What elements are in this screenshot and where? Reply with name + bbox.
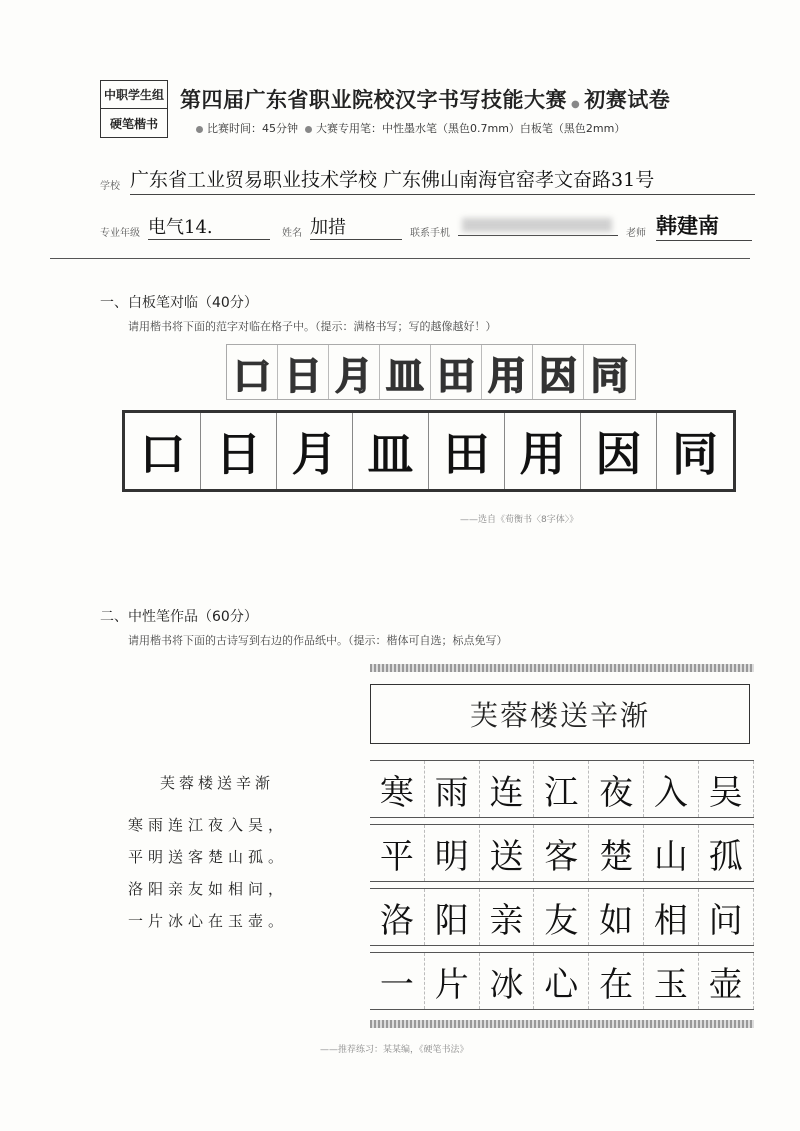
paper-cell[interactable]: 壶: [699, 953, 754, 1009]
paper-cell[interactable]: 孤: [699, 825, 754, 881]
teacher-label: 老师: [626, 228, 646, 239]
paper-cell[interactable]: 吴: [699, 761, 754, 817]
paper-cell[interactable]: 如: [589, 889, 644, 945]
model-char: 日: [278, 345, 329, 399]
grade-field[interactable]: 电气14.: [148, 213, 270, 240]
grid-cell[interactable]: 日: [201, 413, 277, 489]
grid-cell[interactable]: 因: [581, 413, 657, 489]
grid-cell[interactable]: 同: [672, 427, 718, 481]
model-char: 皿: [380, 345, 431, 399]
poem-line: 洛阳亲友如相问，: [128, 880, 289, 898]
paper-row: [370, 824, 754, 882]
section2-footnote: ——推荐练习：某某编，《硬笔书法》: [320, 1045, 469, 1055]
paper-cell[interactable]: 洛: [370, 889, 425, 945]
badge-category: 硬笔楷书: [109, 116, 158, 131]
section1-instruction: 请用楷书将下面的范字对临在格子中。（提示：满格书写；写的越像越好！）: [128, 320, 497, 333]
group-badge: [100, 80, 168, 138]
time-info: 比赛时间：45分钟: [207, 122, 298, 135]
paper-title[interactable]: 芙蓉楼送辛渐: [370, 684, 750, 744]
paper-cell[interactable]: 冰: [480, 953, 535, 1009]
exam-info: [196, 120, 625, 136]
poem-line: 一片冰心在玉壶。: [128, 912, 289, 930]
paper-cell[interactable]: 寒: [370, 761, 425, 817]
model-char-row: [226, 344, 636, 400]
phone-field[interactable]: [458, 214, 618, 236]
grade-label: 专业年级: [100, 228, 140, 239]
model-char: 同: [590, 353, 629, 398]
model-char: 口: [227, 345, 278, 399]
model-char: 因: [533, 345, 584, 399]
section2-heading: 二、中性笔作品（60分）: [100, 609, 258, 625]
poem-line: 寒雨连江夜入吴，: [128, 816, 289, 834]
phone-redacted: [462, 218, 612, 232]
paper-cell[interactable]: 在: [589, 953, 644, 1009]
name-field[interactable]: 加措: [310, 213, 402, 240]
paper-cell[interactable]: 片: [425, 953, 480, 1009]
paper-cell[interactable]: 夜: [589, 761, 644, 817]
model-char: 用: [482, 345, 533, 399]
paper-cell[interactable]: 亲: [480, 889, 535, 945]
grid-cell[interactable]: 口: [125, 413, 201, 489]
paper-row: [370, 760, 754, 818]
grid-cell[interactable]: 用: [505, 413, 581, 489]
paper-cell[interactable]: 山: [644, 825, 699, 881]
paper-border-bottom: [370, 1020, 754, 1028]
paper-cell[interactable]: 平: [370, 825, 425, 881]
paper-cell[interactable]: 入: [644, 761, 699, 817]
grid-cell[interactable]: 月: [277, 413, 353, 489]
section2-instruction: 请用楷书将下面的古诗写到右边的作品纸中。（提示：楷体可自选；标点免写）: [128, 634, 508, 647]
paper-border-top: [370, 664, 754, 672]
pen-info: 大赛专用笔：中性墨水笔（黑色0.7mm）白板笔（黑色2mm）: [316, 122, 626, 135]
paper-cell[interactable]: 雨: [425, 761, 480, 817]
phone-label: 联系手机: [410, 228, 450, 239]
paper-cell[interactable]: 心: [534, 953, 589, 1009]
paper-cell[interactable]: 玉: [644, 953, 699, 1009]
paper-cell[interactable]: 江: [534, 761, 589, 817]
grid-cell[interactable]: 田: [429, 413, 505, 489]
paper-cell[interactable]: 友: [534, 889, 589, 945]
grid-cell[interactable]: 皿: [353, 413, 429, 489]
teacher-field[interactable]: 韩建南: [656, 210, 752, 241]
paper-cell[interactable]: 楚: [589, 825, 644, 881]
paper-cell[interactable]: 客: [534, 825, 589, 881]
model-char: 田: [431, 345, 482, 399]
paper-cell[interactable]: 一: [370, 953, 425, 1009]
writing-grid-row: [122, 410, 736, 492]
paper-cell[interactable]: 连: [480, 761, 535, 817]
badge-group: 中职学生组: [101, 81, 167, 109]
school-field[interactable]: 广东省工业贸易职业技术学校 广东佛山南海官窑孝文奋路31号: [130, 165, 755, 195]
section1-heading: 一、白板笔对临（40分）: [100, 295, 258, 311]
poem-title: 芙蓉楼送辛渐: [160, 774, 275, 792]
paper-cell[interactable]: 明: [425, 825, 480, 881]
paper-cell[interactable]: 送: [480, 825, 535, 881]
paper-cell[interactable]: 阳: [425, 889, 480, 945]
page-title: 第四届广东省职业院校汉字书写技能大赛 ● 初赛试卷: [180, 88, 671, 112]
paper-cell[interactable]: 相: [644, 889, 699, 945]
paper-cell[interactable]: 问: [699, 889, 754, 945]
poem-line: 平明送客楚山孤。: [128, 848, 289, 866]
model-char: 月: [329, 345, 380, 399]
header-divider: [50, 258, 750, 259]
paper-row: [370, 952, 754, 1010]
name-label: 姓名: [282, 228, 302, 239]
paper-row: [370, 888, 754, 946]
school-label: 学校: [100, 181, 120, 192]
section1-footnote: ——选自《荀衡书〈8字体〉》: [460, 515, 579, 525]
